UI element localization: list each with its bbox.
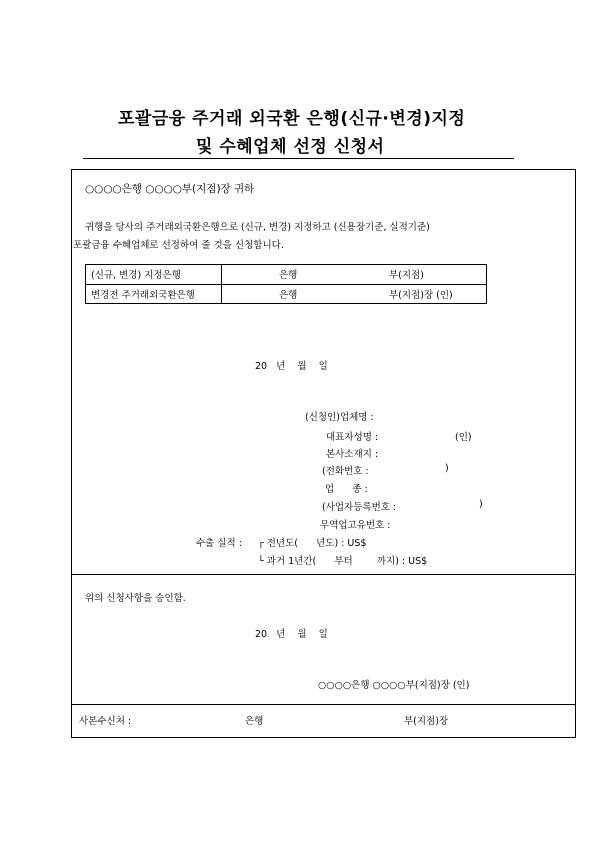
form-title-line2: 및 수혜업체 선정 신청서 [196, 137, 385, 157]
applicant-rep-seal: (인) [455, 432, 472, 443]
copy-recipient-bank: 은행 [245, 716, 264, 727]
applicant-phone-close: ) [445, 463, 449, 474]
body-text-line2: 포괄금융 수혜업체로 선정하여 줄 것을 신청합니다. [73, 240, 284, 251]
section-divider [71, 574, 576, 575]
approval-date: 20 년 월 일 [255, 629, 328, 640]
body-text-line1: 귀행을 당사의 주거래외국환은행으로 (신규, 변경) 지정하고 (신용장기준, 실적기준) [85, 222, 430, 233]
copy-recipient-branch: 부(지점)장 [404, 716, 449, 727]
form-frame [71, 169, 576, 738]
export-prev-year: ┌ 전년도( 년도) : US$ [258, 538, 367, 549]
export-label: 수출 실적 : [196, 538, 242, 549]
approval-text: 위의 신청사항을 승인함. [85, 593, 186, 604]
applicant-rep: 대표자성명 : [326, 432, 379, 443]
bank-table-branch: 부(지점) [389, 270, 424, 281]
export-past-year: └ 과거 1년간( 부터 까지) : US$ [258, 556, 428, 567]
applicant-phone: (전화번호 : [322, 466, 369, 477]
bank-table-col-divider [221, 265, 222, 303]
approval-signer: ○○○○은행 ○○○○부(지점)장 (인) [318, 680, 470, 691]
addressee: ○○○○은행 ○○○○부(지점)장 귀하 [85, 183, 255, 195]
copy-recipient-label: 사본수신처 : [79, 716, 132, 727]
applicant-tradeno: 무역업고유번호 : [320, 520, 391, 531]
bank-table-label: (신규, 변경) 지정은행 [91, 270, 181, 281]
applicant-company: (신청인)업체명 : [305, 412, 374, 423]
bank-table-bank: 은행 [279, 290, 298, 301]
bank-table-label: 변경전 주거래외국환은행 [91, 290, 195, 301]
applicant-business: 업 종 : [325, 484, 368, 495]
form-title-line1: 포괄금융 주거래 외국환 은행(신규·변경)지정 [118, 109, 466, 129]
application-date: 20 년 월 일 [255, 361, 328, 372]
applicant-bizno-close: ) [479, 499, 483, 510]
section-divider [71, 704, 576, 705]
applicant-bizno: (사업자등록번호 : [322, 502, 397, 513]
bank-table-bank: 은행 [279, 270, 298, 281]
bank-table-row-divider [86, 284, 486, 285]
bank-table-branch: 부(지점)장 (인) [389, 290, 453, 301]
title-underline [83, 158, 514, 159]
applicant-address: 본사소재지 : [326, 449, 379, 460]
